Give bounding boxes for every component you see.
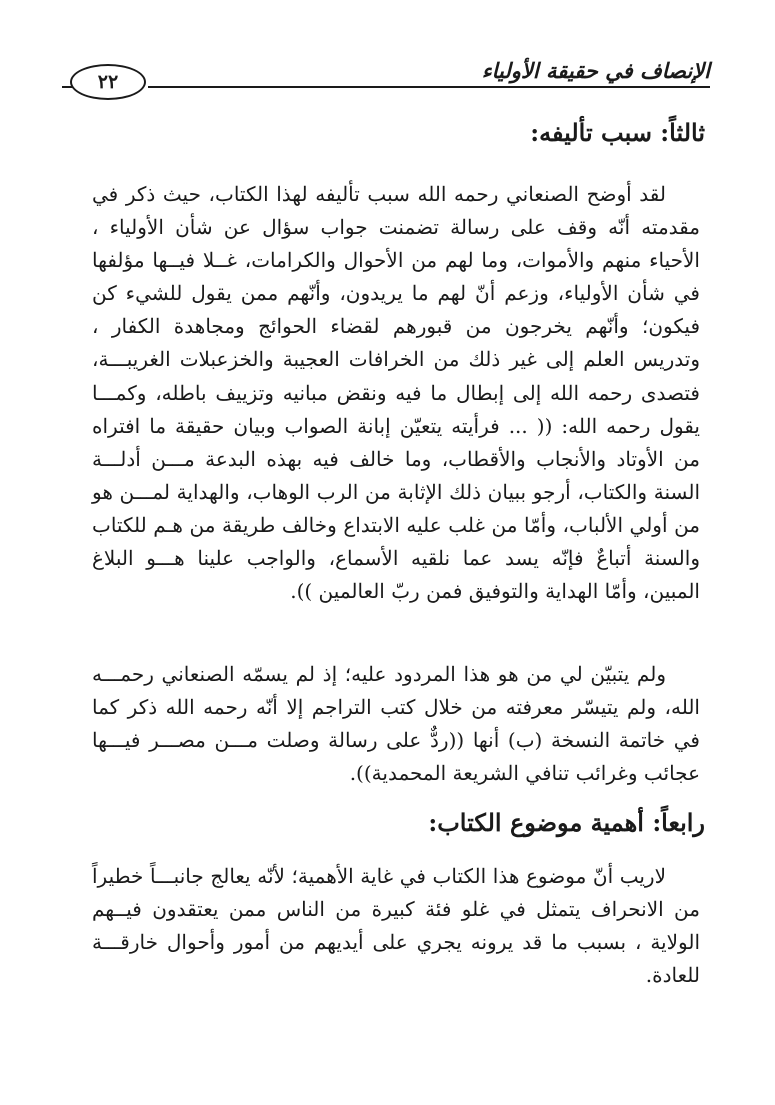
header-rule [148, 86, 710, 88]
section-heading-importance: رابعاً: أهمية موضوع الكتاب: [428, 808, 705, 837]
paragraph-text: لاريب أنّ موضوع هذا الكتاب في غاية الأهمية؛ لأنّه يعالج جانبـــاً خطيراً من الانحراف يتمثل في غلو فئة كبيرة من الناس ممن يعتقدون فيــهم الولاية ، بسبب ما قد يرونه يجري على أيديهم من أمور وأحوال خارقـــة للعادة. [92, 864, 700, 988]
paragraph-addressee [92, 658, 700, 790]
paragraph-text: ولم يتبيّن لي من هو هذا المردود عليه؛ إذ لم يسمّه الصنعاني رحمـــه الله، ولم يتيسّر معرفته من خلال كتب التراجم إلا أنّه رحمه الله ذكر كما في خاتمة النسخة (ب) أنها ((ردٌّ على رسالة وصلت مـــن مصـــر فيـــها عجائب وغرائب تنافي الشريعة المحمدية)). [92, 662, 700, 786]
paragraph-text: لقد أوضح الصنعاني رحمه الله سبب تأليفه لهذا الكتاب، حيث ذكر في مقدمته أنّه وقف على رسالة تضمنت جواب سؤال عن شأن الأولياء ، الأحياء منهم والأموات، وما لهم من الأحوال والكرامات، غــلا فيــها مؤلفها في شأن الأولياء، وزعم أنّ لهم ما يريدون، وأنّهم ممن يقول للشيء كن فيكون؛ وأنّهم يخرجون من قبورهم لقضاء الحوائج ومجاهدة الكفار ، وتدريس العلم إلى غير ذلك من الخرافات العجيبة والخزعبلات الغريبـــة، فتصدى رحمه الله إلى إبطال ما فيه ونقض مبانيه وتزييف باطله، وكمـــا يقول رحمه الله: (( ... فرأيته يتعيّن إبانة الصواب وبيان حقيقة ما افتراه من الأوتاد والأنجاب والأقطاب، وما خالف فيه بهذه البدعة مـــن أدلـــة السنة والكتاب، أرجو ببيان ذلك الإثابة من الرب الوهاب، والهداية لمـــن هو من أولي الألباب، وأمّا من غلب عليه الابتداع وخالف طريقة من هـم للكتاب والسنة أتباعٌ فإنّه يسد عما نلقيه الأسماع، والواجب علينا هـــو البلاغ المبين، وأمّا الهداية والتوفيق فمن ربّ العالمين )). [92, 182, 700, 604]
paragraph-reason [92, 178, 700, 608]
page-number-badge: ٢٢ [70, 64, 146, 100]
paragraph-importance [92, 860, 700, 992]
section-heading-reason: ثالثاً: سبب تأليفه: [530, 118, 705, 147]
running-title: الإنصاف في حقيقة الأولياء [481, 58, 710, 83]
page-header [62, 48, 710, 100]
